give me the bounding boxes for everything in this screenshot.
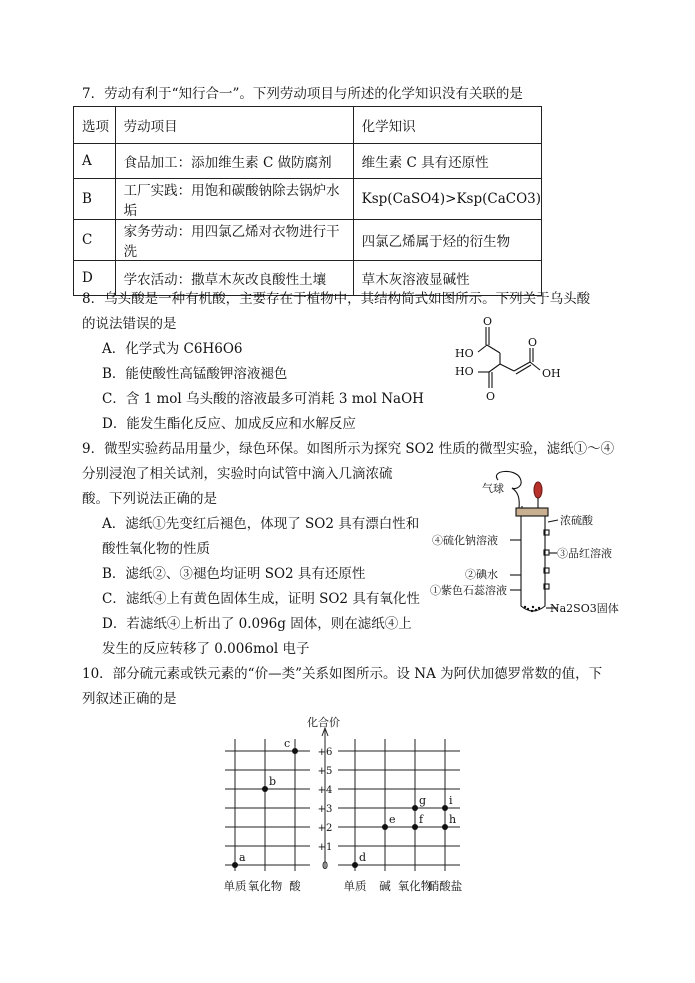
so2-apparatus: [420, 470, 620, 620]
row-labor: 家务劳动：用四氯乙烯对衣物进行干洗: [115, 220, 353, 261]
label-litmus: ①紫色石蕊溶液: [430, 584, 507, 597]
q9-stem-line1: 9．微型实验药品用量少，绿色环保。如图所示为探究 SO2 性质的微型实验，滤纸①～④: [82, 441, 615, 457]
data-point-label: d: [359, 851, 367, 864]
data-point: [232, 862, 238, 868]
q8-option-d: D．能发生酯化反应、加成反应和水解反应: [102, 416, 356, 432]
y-tick-label: +6: [317, 747, 333, 758]
header-knowledge: 化学知识: [353, 107, 541, 144]
data-point: [412, 805, 418, 811]
row-knowledge: 四氯乙烯属于烃的衍生物: [353, 220, 541, 261]
x-category-label: 氧化物: [247, 879, 283, 893]
structure-ho-left: HO: [455, 365, 474, 378]
data-point: [352, 862, 358, 868]
q9-option-a: A．滤纸①先变红后褪色，体现了 SO2 具有漂白性和: [102, 516, 420, 532]
y-tick-label: +1: [317, 842, 333, 853]
q8-option-c: C．含 1 mol 乌头酸的溶液最多可消耗 3 mol NaOH: [102, 391, 424, 407]
table-row: [74, 144, 542, 179]
aconitic-acid-structure: [450, 312, 590, 412]
data-point-label: i: [449, 794, 453, 807]
q8-stem-line2: 的说法错误的是: [82, 316, 177, 332]
x-category-label: 硝酸盐: [427, 879, 463, 893]
row-option: C: [74, 220, 116, 261]
label-conc-acid: 浓硫酸: [560, 514, 593, 527]
data-point-label: c: [284, 737, 291, 750]
data-point-label: e: [389, 813, 396, 826]
data-point: [292, 748, 298, 754]
q8-option-a: A．化学式为 C6H6O6: [102, 341, 243, 357]
x-category-label: 碱: [379, 879, 391, 893]
label-iodine: ②碘水: [465, 568, 498, 581]
q9-option-a-cont: 酸性氧化物的性质: [102, 541, 210, 557]
x-category-label: 单质: [223, 879, 247, 893]
chart-ylabel: 化合价: [307, 716, 340, 729]
data-point: [442, 824, 448, 830]
q10-stem-line2: 列叙述正确的是: [82, 691, 177, 707]
row-labor: 食品加工：添加维生素 C 做防腐剂: [115, 144, 353, 179]
structure-o-right: O: [528, 336, 538, 349]
x-category-label: 氧化物: [397, 879, 433, 893]
q9-stem-line3: 酸。下列说法正确的是: [82, 491, 217, 507]
row-labor: 学农活动：撒草木灰改良酸性土壤: [115, 261, 353, 296]
q9-option-b: B．滤纸②、③褪色均证明 SO2 具有还原性: [102, 566, 366, 582]
valence-class-chart: [210, 712, 480, 897]
table-row: [74, 179, 542, 220]
x-category-label: 单质: [343, 879, 367, 893]
q7-table: [73, 106, 542, 296]
y-tick-label: +5: [317, 766, 333, 777]
row-knowledge: Ksp(CaSO4)>Ksp(CaCO3): [353, 179, 541, 220]
row-option: D: [74, 261, 116, 296]
header-labor: 劳动项目: [115, 107, 353, 144]
label-solid: Na2SO3固体: [550, 602, 619, 615]
q9-option-c: C．滤纸④上有黄色固体生成，证明 SO2 具有氧化性: [102, 591, 420, 607]
q9-option-d-cont: 发生的反应转移了 0.006mol 电子: [102, 641, 310, 657]
y-tick-label: +2: [317, 823, 333, 834]
table-row: [74, 220, 542, 261]
q10-stem-line1: 10．部分硫元素或铁元素的“价—类”关系如图所示。设 NA 为阿伏加德罗常数的值，下: [82, 666, 603, 682]
y-tick-label: +3: [317, 804, 333, 815]
structure-o-top: O: [483, 315, 493, 328]
row-labor: 工厂实践：用饱和碳酸钠除去锅炉水垢: [115, 179, 353, 220]
label-na2s: ④硫化钠溶液: [432, 534, 498, 547]
q9-stem-line2: 分别浸泡了相关试剂，实验时向试管中滴入几滴浓硫: [82, 466, 393, 482]
data-point-label: f: [419, 813, 424, 826]
y-tick-label: +4: [317, 785, 333, 796]
x-category-label: 酸: [289, 879, 301, 893]
data-point-label: a: [239, 851, 246, 864]
q9-option-d: D．若滤纸④上析出了 0.096g 固体，则在滤纸④上: [102, 616, 412, 632]
label-balloon: 气球: [482, 482, 504, 495]
label-magenta: ③品红溶液: [557, 547, 612, 560]
header-option: 选项: [74, 107, 116, 144]
q7-stem: 7．劳动有利于“知行合一”。下列劳动项目与所述的化学知识没有关联的是: [82, 86, 523, 102]
data-point-label: h: [449, 813, 457, 826]
q8-option-b: B．能使酸性高锰酸钾溶液褪色: [102, 366, 288, 382]
row-option: B: [74, 179, 116, 220]
structure-oh-right: OH: [542, 367, 561, 380]
structure-o-bottom: O: [486, 390, 496, 403]
data-point: [382, 824, 388, 830]
data-point: [262, 786, 268, 792]
q8-stem-line1: 8．乌头酸是一种有机酸，主要存在于植物中，其结构简式如图所示。下列关于乌头酸: [82, 291, 591, 307]
row-knowledge: 草木灰溶液显碱性: [353, 261, 541, 296]
table-header-row: [74, 107, 542, 144]
data-point-label: g: [419, 794, 427, 807]
row-knowledge: 维生素 C 具有还原性: [353, 144, 541, 179]
structure-ho-top: HO: [455, 347, 474, 360]
data-point-label: b: [269, 775, 277, 788]
row-option: A: [74, 144, 116, 179]
y-tick-label: 0: [321, 861, 329, 872]
data-point: [412, 824, 418, 830]
data-point: [442, 805, 448, 811]
